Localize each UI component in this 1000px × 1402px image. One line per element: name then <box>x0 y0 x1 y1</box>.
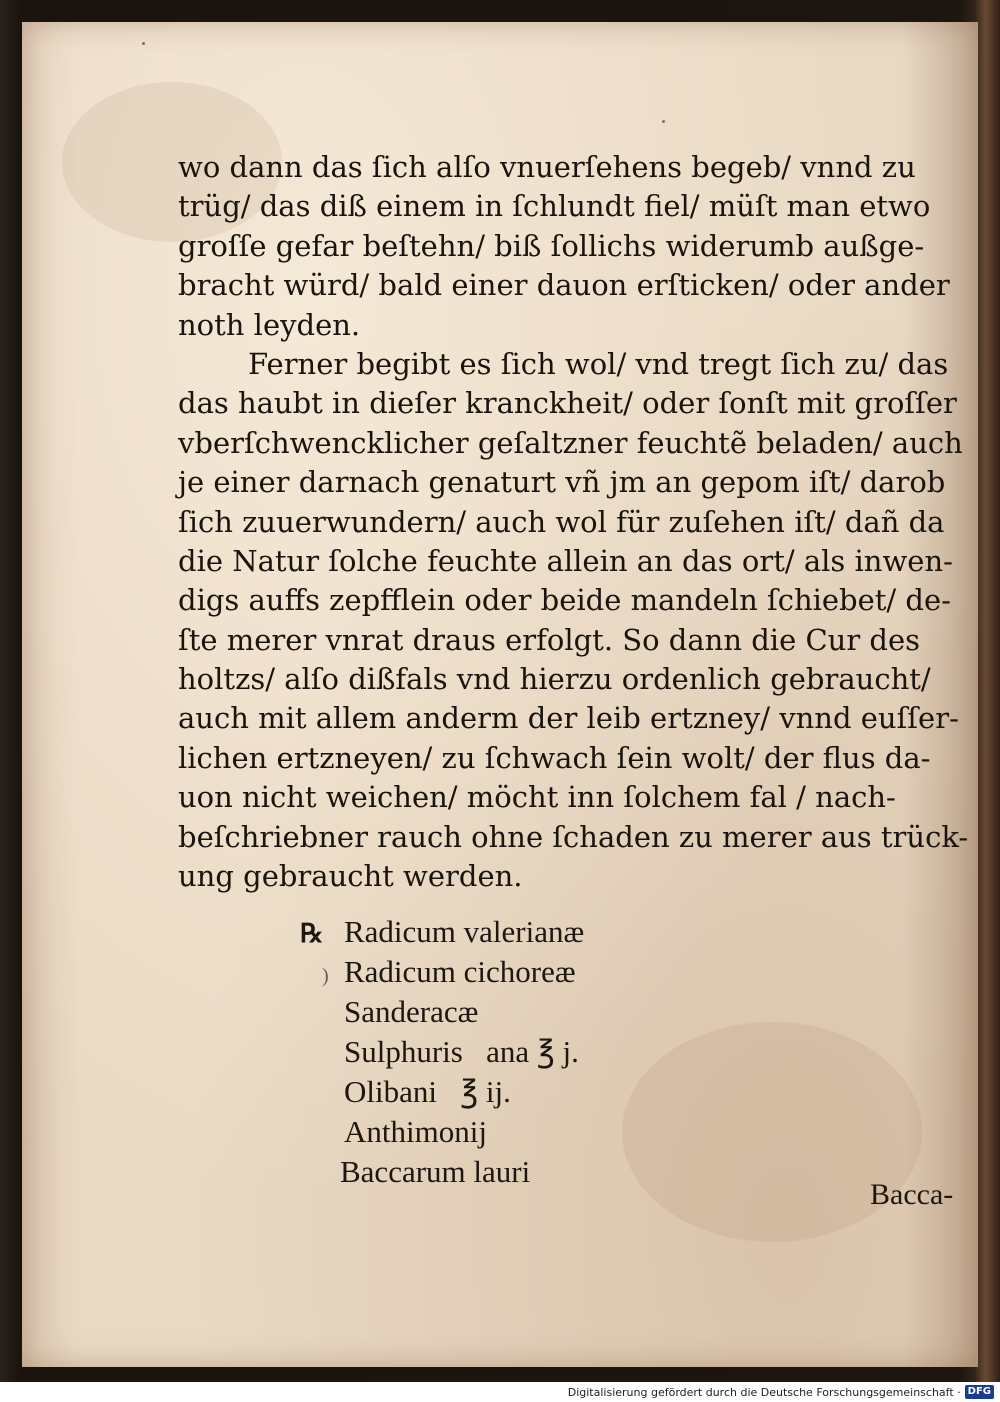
recipe-item-text: Olibani ℥ ij. <box>344 1074 511 1109</box>
recipe-item-text: Radicum cichoreæ <box>344 954 576 989</box>
recipe-item-text: Sanderacæ <box>344 994 479 1029</box>
ink-speck <box>662 120 665 123</box>
text-line: wo dann das ſich alſo vnuerſehens begeb/ vnnd zu <box>178 150 916 184</box>
text-line: ſte merer vnrat draus erfolgt. So dann die Cur des <box>178 622 921 657</box>
paragraph-start-line: Ferner begibt es ſich wol/ vnd tregt ſich zu/ das <box>248 346 949 381</box>
text-line: die Natur ſolche feuchte allein an das ort/ als inwen- <box>178 543 953 578</box>
footer-credit: Digitalisierung gefördert durch die Deutsche Forschungsgemeinschaft · <box>567 1385 961 1399</box>
recipe-item <box>300 912 584 952</box>
ink-speck <box>142 42 145 45</box>
text-line: lichen ertzneyen/ zu ſchwach ſein wolt/ der flus da- <box>178 740 931 775</box>
recipe-item <box>300 1152 584 1192</box>
text-line: trüg/ das diß einem in ſchlundt fiel/ müſt man etwo <box>178 189 931 224</box>
text-line: noth leyden. <box>178 307 361 342</box>
text-line: holtzs/ alſo dißfals vnd hierzu ordenlich gebraucht/ <box>178 662 931 697</box>
recipe-item <box>300 1072 584 1112</box>
text-line: ſich zuuerwundern/ auch wol für zuſehen iſt/ dañ da <box>178 504 945 539</box>
text-line: beſchriebner rauch ohne ſchaden zu merer aus trück- <box>178 819 969 854</box>
digitization-footer <box>0 1382 1000 1402</box>
text-line: bracht würd/ bald einer dauon erſticken/ oder ander <box>178 268 950 303</box>
book-spine-edge <box>976 0 1000 1382</box>
recipe-item <box>300 1032 584 1072</box>
recipe-item <box>300 952 584 992</box>
recipe-item <box>300 992 584 1032</box>
text-line: auch mit allem anderm der leib ertzney/ vnnd euſſer- <box>178 701 959 736</box>
text-line: digs auffs zepfflein oder beide mandeln ſchiebet/ de- <box>178 583 951 618</box>
dfg-logo-icon: DFG <box>965 1385 994 1399</box>
recipe-item-text: Anthimonij <box>344 1114 487 1149</box>
text-line: das haubt in dieſer kranckheit/ oder ſonſt mit groſſer <box>178 386 957 421</box>
rx-symbol: ℞ <box>300 919 324 948</box>
recipe-item-text: Sulphuris ana ℥ j. <box>344 1034 579 1069</box>
recipe-item-text: Baccarum lauri <box>340 1154 531 1189</box>
text-line: je einer darnach genaturt vñ jm an gepom iſt/ darob <box>178 465 946 500</box>
main-text-block <box>178 148 968 896</box>
text-line: groſſe gefar beſtehn/ biß ſollichs widerumb außge- <box>178 228 925 263</box>
bracket-mark: ) <box>322 965 329 987</box>
recipe-list <box>300 912 584 1192</box>
text-line: uon nicht weichen/ möcht inn ſolchem fal / nach- <box>178 780 896 815</box>
catchword: Bacca- <box>870 1178 954 1211</box>
recipe-item <box>300 1112 584 1152</box>
text-line: ung gebraucht werden. <box>178 859 523 894</box>
text-line: vberſchwencklicher geſaltzner feuchtẽ beladen/ auch <box>178 425 963 460</box>
recipe-item-text: Radicum valerianæ <box>344 914 585 949</box>
